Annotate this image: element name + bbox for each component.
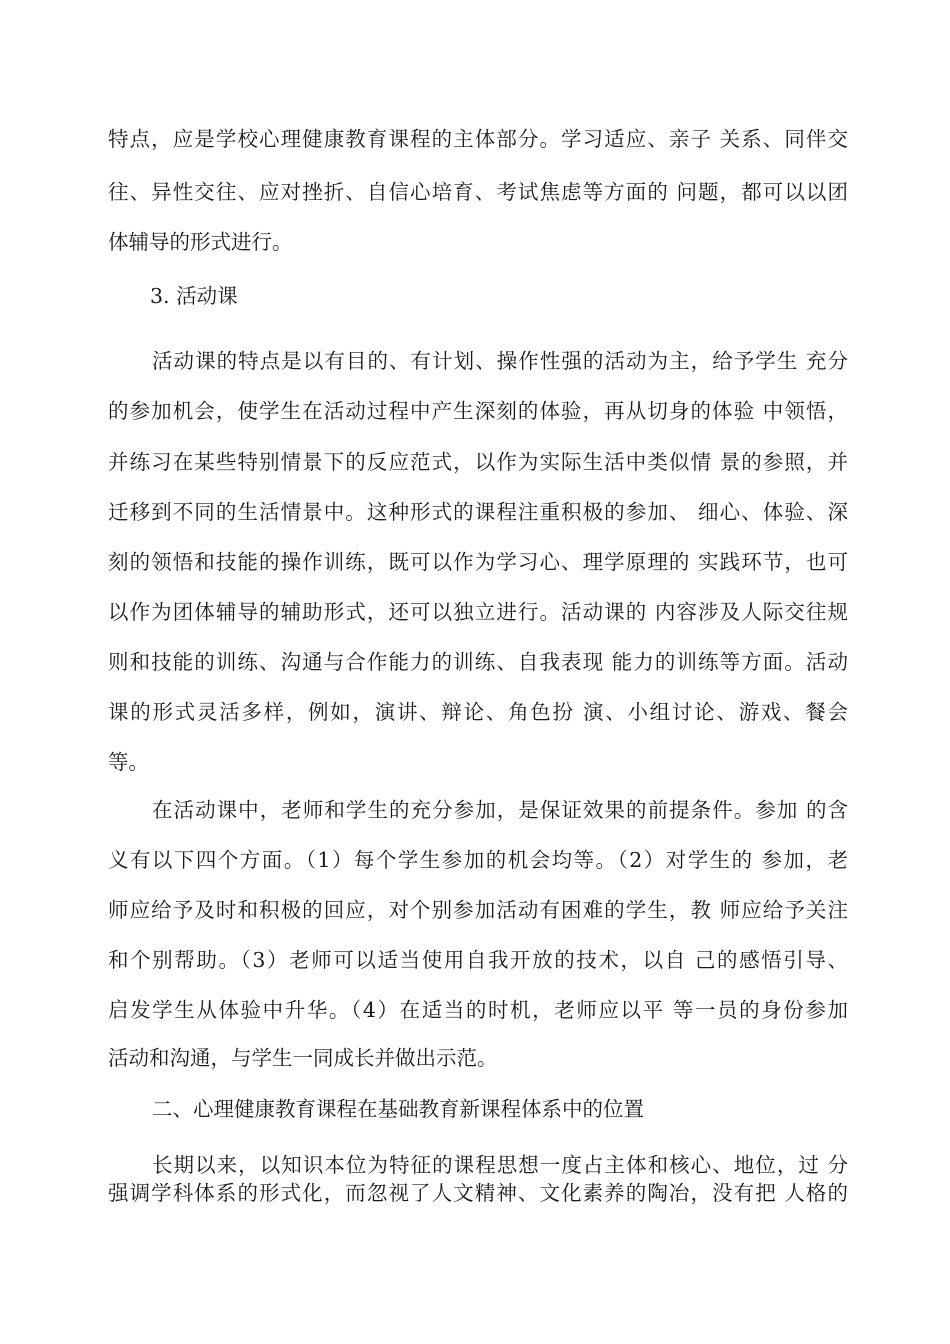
text-line: 长期以来，以知识本位为特征的课程思想一度占主体和核心、地位，过 分 (152, 1153, 848, 1177)
text-line: 强调学科体系的形式化，而忽视了人文精神、文化素养的陶冶，没有把 人格的 (108, 1181, 848, 1205)
text-line: 体辅导的形式进行。 (108, 230, 293, 254)
text-line: 迁移到不同的生活情景中。这种形式的课程注重积极的参加、 细心、体验、深 (108, 500, 848, 524)
text-line: 以作为团体辅导的辅助形式，还可以独立进行。活动课的 内容涉及人际交往规 (108, 600, 848, 624)
text-line: 刻的领悟和技能的操作训练，既可以作为学习心、理学原理的 实践环节，也可 (108, 550, 848, 574)
text-line: 启发学生从体验中升华。（4）在适当的时机，老师应以平 等一员的身份参加 (108, 998, 848, 1022)
text-line: 往、异性交往、应对挫折、自信心培育、考试焦虑等方面的 问题，都可以以团 (108, 180, 848, 204)
text-line: 义有以下四个方面。（1）每个学生参加的机会均等。（2）对学生的 参加，老 (108, 848, 848, 872)
text-line: 和个别帮助。（3）老师可以适当使用自我开放的技术，以自 己的感悟引导、 (108, 948, 848, 972)
text-line: 课的形式灵活多样，例如，演讲、辩论、角色扮 演、小组讨论、游戏、餐会 (108, 700, 848, 724)
text-line: 活动和沟通，与学生一同成长并做出示范。 (108, 1046, 498, 1070)
text-line: 的参加机会，使学生在活动过程中产生深刻的体验，再从切身的体验 中领悟， (108, 399, 848, 423)
text-line: 活动课的特点是以有目的、有计划、操作性强的活动为主，给予学生 充分 (152, 349, 848, 373)
text-line: 并练习在某些特别情景下的反应范式，以作为实际生活中类似情 景的参照，并 (108, 450, 848, 474)
section-heading-activity-class: 3. 活动课 (150, 284, 238, 308)
text-line: 则和技能的训练、沟通与合作能力的训练、自我表现 能力的训练等方面。活动 (108, 650, 848, 674)
text-line: 特点，应是学校心理健康教育课程的主体部分。学习适应、亲子 关系、同伴交 (108, 127, 848, 151)
text-line: 师应给予及时和积极的回应，对个别参加活动有困难的学生，教 师应给予关注 (108, 898, 848, 922)
section-heading-curriculum-position: 二、心理健康教育课程在基础教育新课程体系中的位置 (152, 1097, 644, 1121)
text-line: 在活动课中，老师和学生的充分参加，是保证效果的前提条件。参加 的含 (152, 798, 848, 822)
text-line: 等。 (108, 750, 149, 774)
